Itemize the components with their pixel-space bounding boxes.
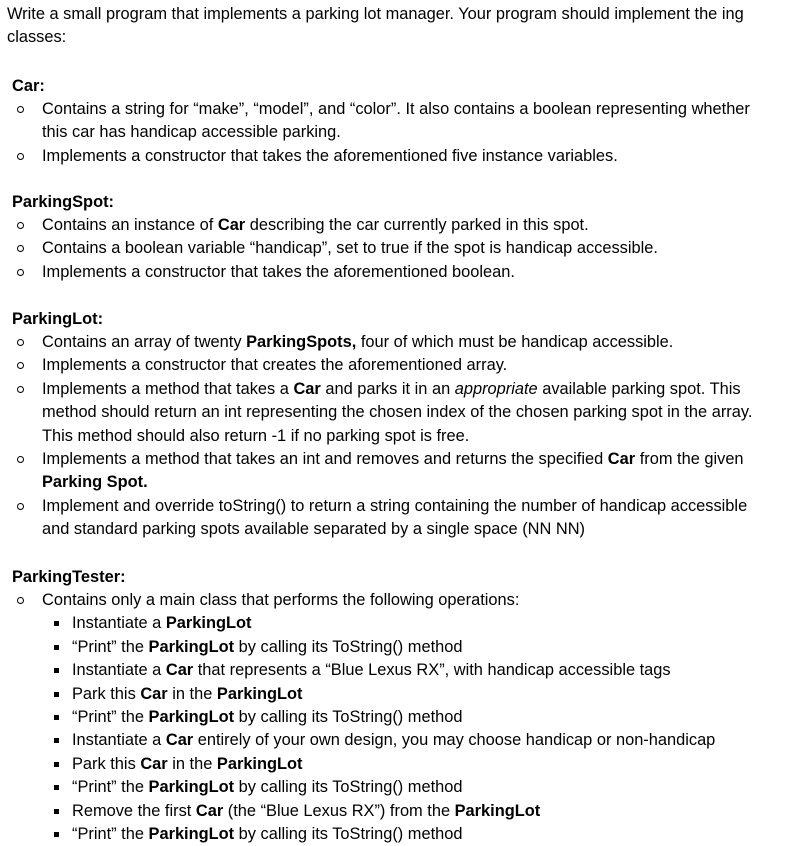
text-run: Park this bbox=[72, 754, 141, 773]
italic-term: appropriate bbox=[454, 379, 538, 398]
text-run: (the “Blue Lexus RX”) from the bbox=[223, 801, 455, 820]
list-item-text: Implements a constructor that takes the aforementioned five instance variables. bbox=[42, 146, 618, 165]
list-item bbox=[0, 589, 788, 846]
bold-term: Car bbox=[140, 684, 168, 703]
bold-term: ParkingLot bbox=[216, 684, 303, 703]
list-item-text: Contains a string for “make”, “model”, and “color”. It also contains a boolean representing whether this car has handicap accessible parking. bbox=[42, 100, 750, 142]
bold-term: Car bbox=[165, 661, 194, 680]
text-run: by calling its ToString() method bbox=[234, 825, 463, 844]
text-run: in the bbox=[167, 684, 217, 703]
text-run: four of which must be handicap accessible. bbox=[356, 333, 674, 351]
circle-bullet-icon bbox=[17, 106, 24, 113]
text-run: Contains an array of twenty bbox=[42, 333, 247, 351]
list-item bbox=[0, 354, 788, 377]
text-run: Contains an instance of bbox=[42, 216, 218, 234]
bold-term: Car bbox=[195, 801, 224, 820]
item-list bbox=[0, 214, 788, 284]
list-item bbox=[0, 145, 788, 168]
bold-term: Parking Spot. bbox=[42, 473, 148, 492]
text-run: by calling its ToString() method bbox=[234, 778, 463, 797]
square-bullet-icon bbox=[54, 762, 59, 767]
operation-item bbox=[42, 729, 770, 752]
text-run: Implements a method that takes a bbox=[42, 379, 294, 398]
square-bullet-icon bbox=[54, 785, 59, 790]
text-run: by calling its ToString() method bbox=[234, 708, 463, 727]
list-item bbox=[0, 98, 788, 145]
section-heading: ParkingSpot: bbox=[12, 193, 114, 211]
section-heading: ParkingTester: bbox=[12, 568, 126, 586]
bold-term: Car bbox=[217, 216, 246, 234]
section-heading: ParkingLot: bbox=[12, 310, 104, 328]
bold-term: ParkingLot bbox=[148, 778, 235, 797]
operation-item bbox=[42, 683, 770, 706]
bold-term: ParkingLot bbox=[148, 637, 235, 656]
text-run: Park this bbox=[72, 684, 141, 703]
bold-term: ParkingLot bbox=[165, 614, 252, 633]
text-run: Instantiate a bbox=[72, 614, 166, 633]
operation-item bbox=[42, 776, 770, 799]
list-item bbox=[0, 237, 788, 260]
list-item-text: Implements a constructor that creates the aforementioned array. bbox=[42, 356, 508, 375]
text-run: Instantiate a bbox=[72, 731, 166, 750]
bold-term: Car bbox=[165, 731, 194, 750]
circle-bullet-icon bbox=[17, 339, 24, 346]
operation-item bbox=[42, 823, 770, 846]
bold-term: ParkingSpots, bbox=[246, 333, 357, 351]
operation-item bbox=[42, 753, 770, 776]
circle-bullet-icon bbox=[17, 597, 24, 604]
list-item bbox=[0, 448, 788, 495]
text-run: from the given bbox=[635, 450, 744, 469]
square-bullet-icon bbox=[54, 715, 59, 720]
list-item-text: Contains a boolean variable “handicap”, set to true if the spot is handicap accessible. bbox=[42, 239, 658, 258]
text-run: “Print” the bbox=[72, 708, 149, 727]
text-run: in the bbox=[167, 754, 217, 773]
square-bullet-icon bbox=[54, 832, 59, 837]
circle-bullet-icon bbox=[17, 245, 24, 252]
circle-bullet-icon bbox=[17, 269, 24, 276]
operation-item bbox=[42, 636, 770, 659]
item-list bbox=[0, 331, 788, 542]
list-item-text: Implement and override toString() to return a string containing the number of handicap accessible and standard parking spots available separated by a single space (NN NN) bbox=[42, 496, 748, 539]
bold-term: Car bbox=[140, 754, 168, 773]
text-run: “Print” the bbox=[72, 778, 149, 797]
list-item-text: Implements a constructor that takes the aforementioned boolean. bbox=[42, 262, 515, 281]
text-run: describing the car currently parked in this spot. bbox=[245, 216, 589, 234]
circle-bullet-icon bbox=[17, 386, 24, 393]
circle-bullet-icon bbox=[17, 222, 24, 229]
square-bullet-icon bbox=[54, 809, 59, 814]
bold-term: Car bbox=[293, 379, 321, 398]
bold-term: ParkingLot bbox=[216, 754, 303, 773]
circle-bullet-icon bbox=[17, 503, 24, 510]
text-run: by calling its ToString() method bbox=[234, 637, 463, 656]
bold-term: ParkingLot bbox=[148, 825, 235, 844]
square-bullet-icon bbox=[54, 668, 59, 673]
list-item bbox=[0, 214, 788, 237]
text-run: and parks it in an bbox=[320, 379, 455, 398]
square-bullet-icon bbox=[54, 738, 59, 743]
item-list bbox=[0, 589, 788, 846]
text-run: Implements a method that takes an int and removes and returns the specified bbox=[42, 450, 608, 469]
text-run: entirely of your own design, you may choose handicap or non-handicap bbox=[193, 731, 716, 750]
operation-list bbox=[42, 612, 770, 846]
circle-bullet-icon bbox=[17, 153, 24, 160]
section-heading: Car: bbox=[12, 77, 45, 95]
text-run: that represents a “Blue Lexus RX”, with handicap accessible tags bbox=[193, 661, 671, 680]
list-item bbox=[0, 331, 788, 354]
operation-item bbox=[42, 659, 770, 682]
text-run: Remove the first bbox=[72, 801, 196, 820]
bold-term: ParkingLot bbox=[454, 801, 541, 820]
list-item bbox=[0, 495, 788, 542]
square-bullet-icon bbox=[54, 645, 59, 650]
list-item bbox=[0, 261, 788, 284]
square-bullet-icon bbox=[54, 621, 59, 626]
intro-paragraph: Write a small program that implements a parking lot manager. Your program should implement the ing classes: bbox=[7, 5, 744, 47]
bold-term: ParkingLot bbox=[148, 708, 235, 727]
item-list bbox=[0, 98, 788, 168]
list-item-text: Contains only a main class that performs the following operations: bbox=[42, 591, 520, 609]
text-run: “Print” the bbox=[72, 825, 149, 844]
text-run: “Print” the bbox=[72, 637, 149, 656]
bold-term: Car bbox=[607, 450, 636, 469]
text-run: available parking spot. This method should return an int representing the chosen index of the chosen parking spot in the array. This method should also return -1 if no parking spot is free. bbox=[42, 379, 753, 445]
operation-item bbox=[42, 706, 770, 729]
operation-item bbox=[42, 612, 770, 635]
circle-bullet-icon bbox=[17, 456, 24, 463]
operation-item bbox=[42, 800, 770, 823]
text-run: Instantiate a bbox=[72, 661, 166, 680]
square-bullet-icon bbox=[54, 692, 59, 697]
list-item bbox=[0, 378, 788, 448]
circle-bullet-icon bbox=[17, 362, 24, 369]
